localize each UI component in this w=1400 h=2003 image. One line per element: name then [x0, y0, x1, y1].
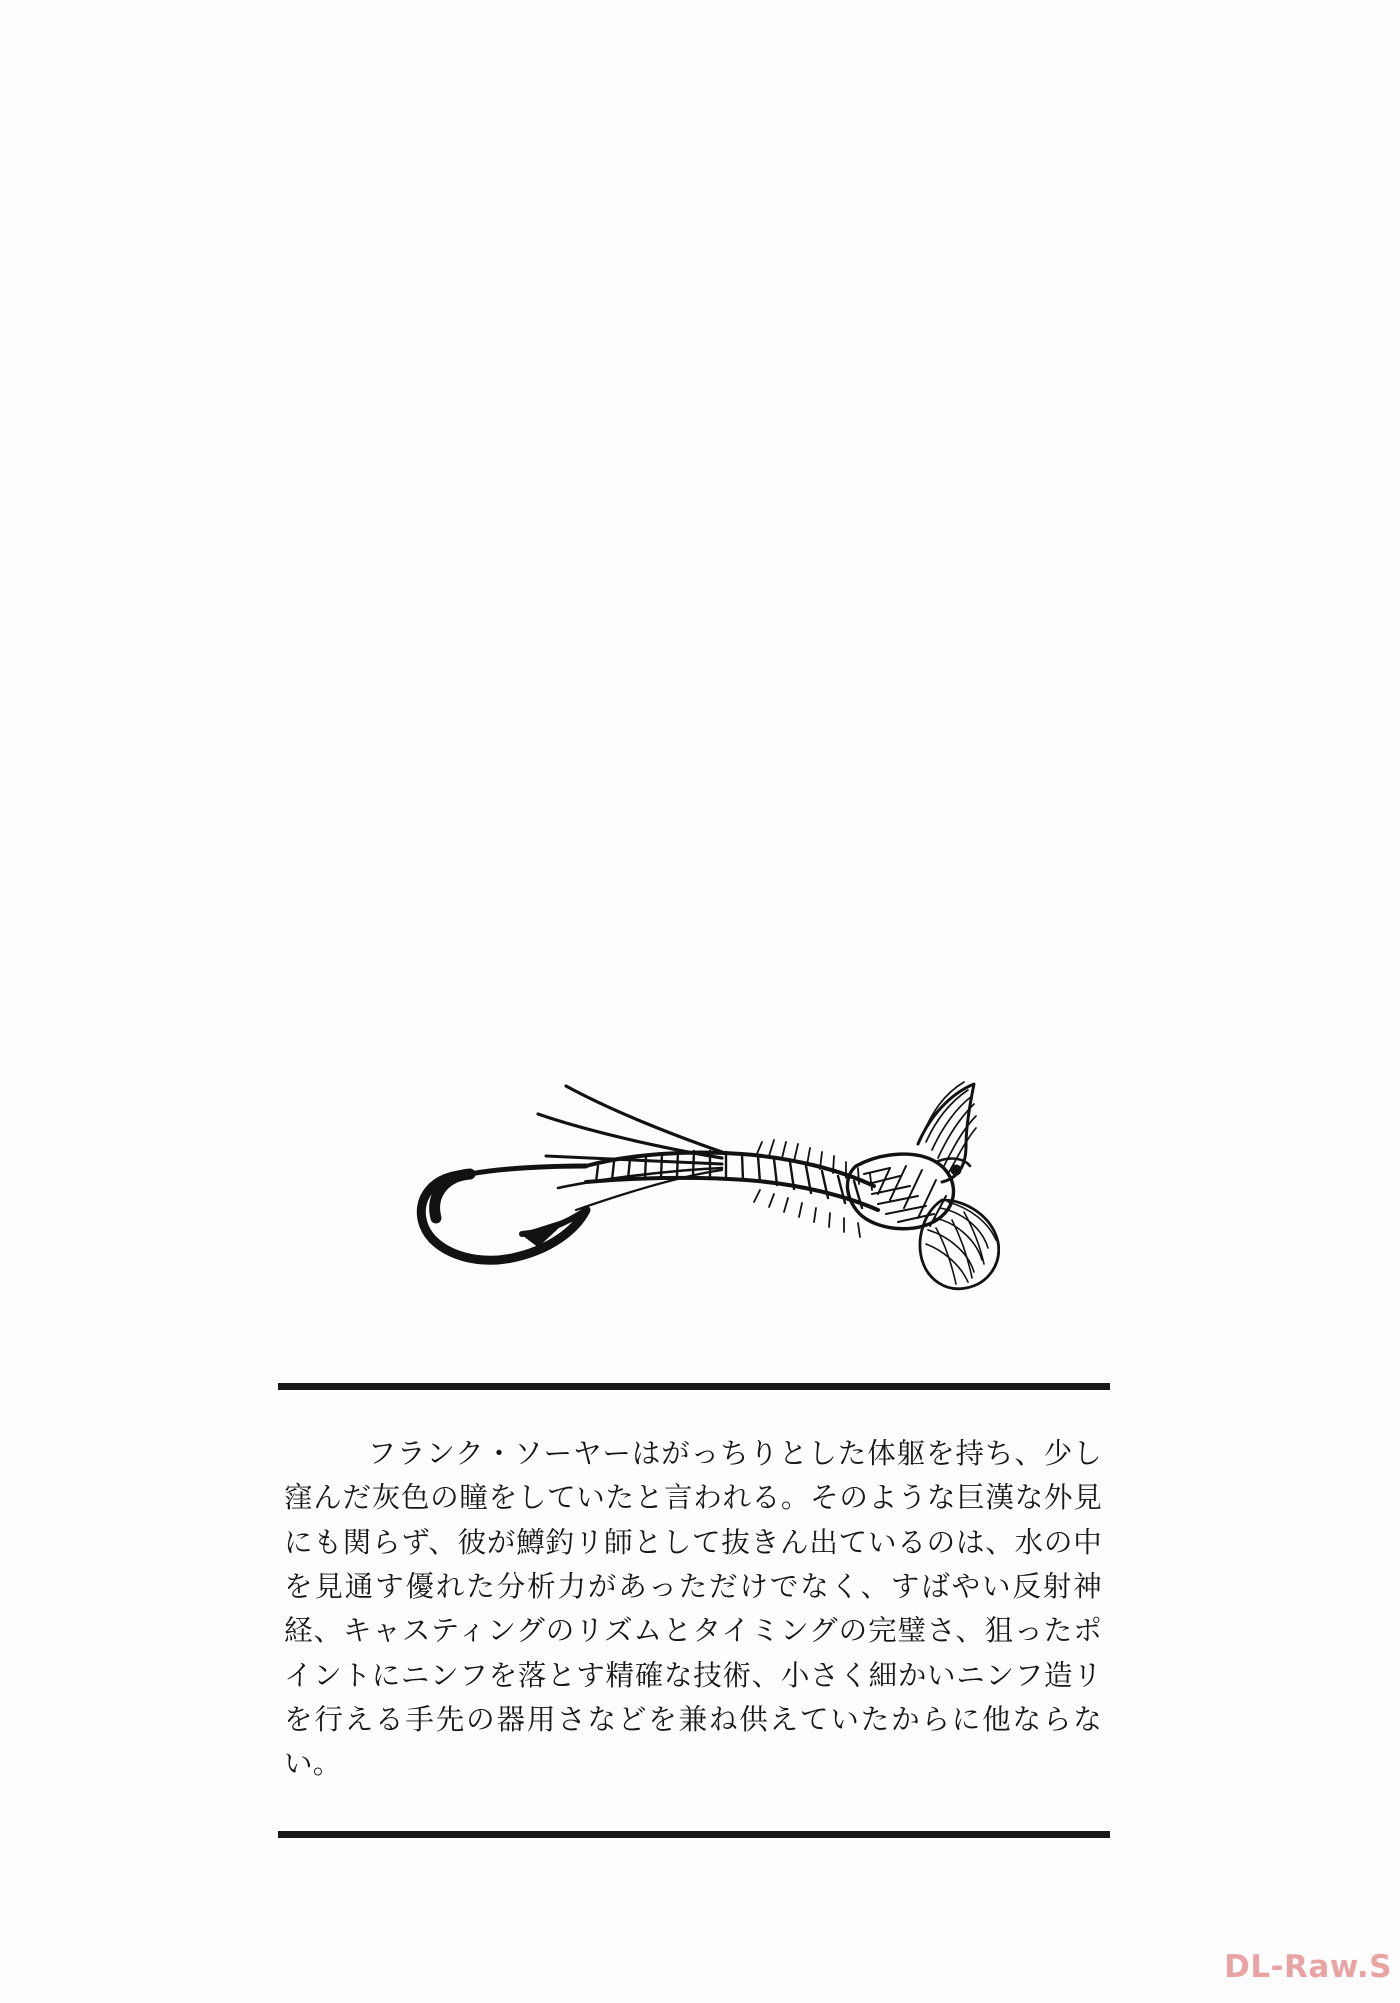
fishing-fly-nymph-illustration: [370, 1070, 1000, 1330]
watermark-text: DL-Raw.S: [1224, 1949, 1392, 1985]
body-paragraph: フランク・ソーヤーはがっちりとした体躯を持ち、少し窪んだ灰色の瞳をしていたと言われる。そのような巨漢な外見にも関らず、彼が鱒釣リ師として抜きん出ているのは、水の中を見通す優れた分析力があっただけでなく、すばやい反射神経、キャスティングのリズムとタイミングの完璧さ、狙ったポイントにニンフを落とす精確な技術、小さく細かいニンフ造リを行える手先の器用さなどを兼ね供えていたからに他ならない。: [284, 1437, 1102, 1781]
text-block: [278, 1383, 1110, 1838]
divider-bottom: [278, 1831, 1110, 1838]
divider-top: [278, 1383, 1110, 1390]
